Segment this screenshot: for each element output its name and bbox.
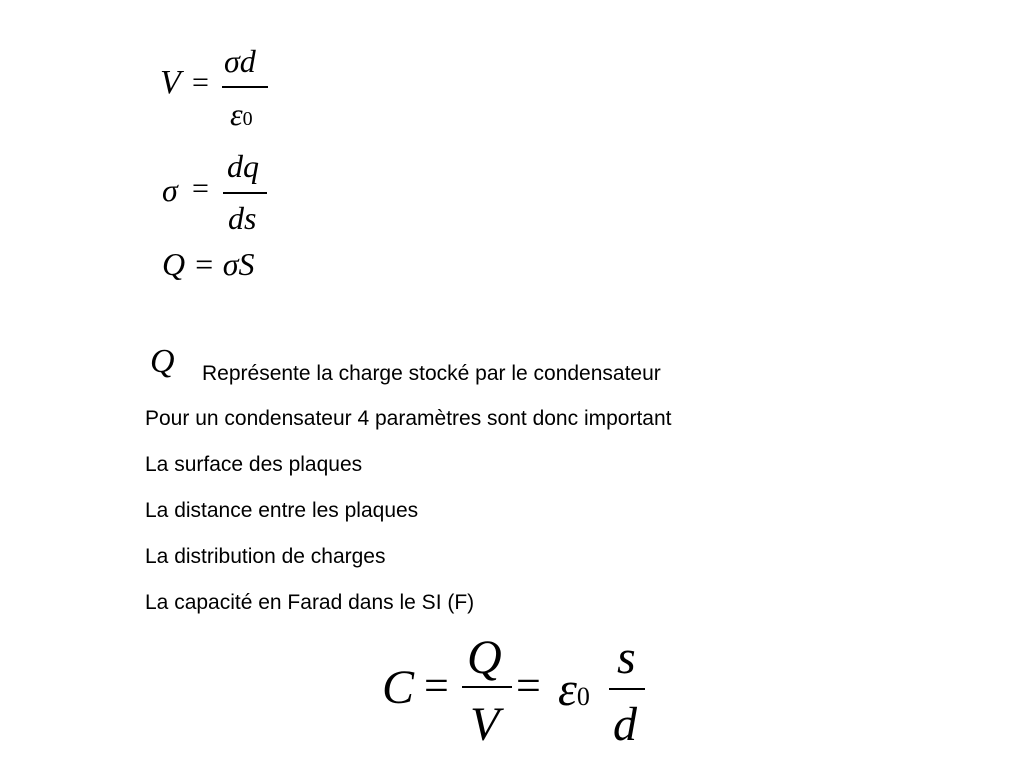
equation-2-equals: = (192, 172, 209, 205)
equation-4-fraction-1-numerator: Q (467, 631, 502, 684)
equation-1-lhs: V (160, 64, 181, 101)
equation-3: Q = σS (162, 246, 255, 282)
equation-4-equals-1: = (424, 661, 449, 710)
epsilon-symbol: ε (558, 663, 577, 716)
equation-4-equals-2: = (516, 661, 541, 710)
epsilon-subscript: 0 (576, 682, 590, 711)
equation-2-lhs: σ (162, 172, 178, 208)
equation-4-fraction-2-numerator: s (617, 631, 636, 684)
text-line-q-description: Représente la charge stocké par le condensateur (202, 362, 661, 385)
equation-2-numerator: dq (227, 148, 259, 184)
text-line-parameters: Pour un condensateur 4 paramètres sont donc important (145, 407, 672, 430)
equation-4-fraction-1-denominator: V (470, 698, 500, 751)
equation-4-fraction-1-bar (462, 686, 512, 688)
text-line-capacity: La capacité en Farad dans le SI (F) (145, 591, 475, 614)
text-line-distribution: La distribution de charges (145, 545, 386, 568)
equation-1-equals: = (192, 66, 209, 99)
equation-4-lhs: C (382, 661, 415, 714)
q-symbol: Q (150, 343, 175, 380)
equation-1-numerator: σd (224, 43, 256, 79)
equation-2-denominator: ds (228, 200, 257, 236)
equation-4-epsilon (558, 662, 590, 717)
epsilon-subscript: 0 (242, 108, 253, 130)
equation-4-fraction-2-bar (609, 688, 645, 690)
text-line-distance: La distance entre les plaques (145, 499, 419, 522)
equation-2-fraction-bar (223, 192, 267, 194)
text-line-surface: La surface des plaques (145, 453, 363, 476)
epsilon-symbol: ε (230, 96, 243, 132)
equation-1-denominator (230, 96, 253, 133)
equation-1-fraction-bar (222, 86, 268, 88)
equation-4-fraction-2-denominator: d (613, 698, 637, 751)
